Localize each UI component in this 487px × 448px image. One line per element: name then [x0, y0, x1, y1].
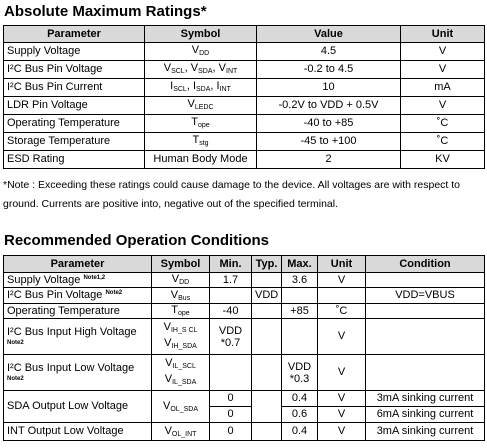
col-header-parameter: Parameter	[4, 256, 152, 273]
param-cell: I²C Bus Pin Voltage	[4, 61, 145, 79]
typ-cell	[252, 304, 282, 319]
symbol-cell: $V_{Bus}$	[152, 288, 210, 304]
condition-cell	[366, 319, 485, 355]
col-header-unit: Unit	[401, 26, 485, 43]
min-cell: 0	[210, 391, 252, 407]
param-cell: LDR Pin Voltage	[4, 97, 145, 115]
table-row	[4, 391, 485, 407]
table-row	[4, 288, 485, 304]
typ-cell: VDD	[252, 288, 282, 304]
absolute-max-table	[3, 25, 485, 169]
max-cell: 0.4	[282, 423, 318, 441]
footnote-line-2: ground. Currents are positive into, negative out of the specified terminal.	[3, 198, 339, 210]
max-cell	[282, 288, 318, 304]
table-row	[4, 273, 485, 288]
col-header-typ: Typ.	[252, 256, 282, 273]
param-cell: SDA Output Low Voltage	[4, 391, 152, 423]
footnote-line-1: *Note : Exceeding these ratings could cause damage to the device. All voltages are with respect to	[3, 179, 461, 191]
typ-cell	[252, 391, 282, 423]
value-cell: -0.2 to 4.5	[257, 61, 401, 79]
col-header-min: Min.	[210, 256, 252, 273]
symbol-cell: $V_{DD}$	[145, 43, 257, 61]
unit-cell: V	[318, 407, 366, 423]
symbol-cell: $T_{ope}$	[145, 115, 257, 133]
unit-cell: V	[401, 43, 485, 61]
value-cell: 4.5	[257, 43, 401, 61]
col-header-max: Max.	[282, 256, 318, 273]
condition-cell: 6mA sinking current	[366, 407, 485, 423]
table-row	[4, 97, 485, 115]
symbol-cell: $T_{stg}$	[145, 133, 257, 151]
param-cell: INT Output Low Voltage	[4, 423, 152, 441]
param-cell: Supply Voltage $^{Note1,2}$	[4, 273, 152, 288]
param-cell: ESD Rating	[4, 151, 145, 169]
typ-cell	[252, 423, 282, 441]
symbol-cell: $V_{OL\_SDA}$	[152, 391, 210, 423]
table-row	[4, 61, 485, 79]
condition-cell: 3mA sinking current	[366, 423, 485, 441]
unit-cell: mA	[401, 79, 485, 97]
condition-cell	[366, 355, 485, 391]
unit-cell: V	[401, 61, 485, 79]
col-header-symbol: Symbol	[145, 26, 257, 43]
param-cell: I²C Bus Input Low Voltage Note2	[4, 355, 152, 391]
section-title-absolute-max: Absolute Maximum Ratings*	[4, 3, 207, 20]
min-cell: 0	[210, 423, 252, 441]
col-header-unit: Unit	[318, 256, 366, 273]
unit-cell	[318, 288, 366, 304]
condition-cell	[366, 273, 485, 288]
value-cell: -45 to +100	[257, 133, 401, 151]
param-cell: Operating Temperature	[4, 304, 152, 319]
symbol-cell: $V_{LEDC}$	[145, 97, 257, 115]
max-cell: 0.6	[282, 407, 318, 423]
condition-cell: VDD=VBUS	[366, 288, 485, 304]
unit-cell: ˚C	[401, 133, 485, 151]
table-row	[4, 115, 485, 133]
table-row	[4, 355, 485, 391]
value-cell: -40 to +85	[257, 115, 401, 133]
unit-cell: V	[401, 97, 485, 115]
min-cell	[210, 355, 252, 391]
symbol-cell: Human Body Mode	[145, 151, 257, 169]
param-cell: I²C Bus Pin Voltage $^{Note2}$	[4, 288, 152, 304]
table-header-row	[4, 256, 485, 273]
param-cell: Operating Temperature	[4, 115, 145, 133]
table-row	[4, 319, 485, 355]
max-cell: VDD *0.3	[282, 355, 318, 391]
table-row	[4, 151, 485, 169]
max-cell	[282, 319, 318, 355]
typ-cell	[252, 355, 282, 391]
symbol-cell: $V_{DD}$	[152, 273, 210, 288]
col-header-condition: Condition	[366, 256, 485, 273]
param-cell: Supply Voltage	[4, 43, 145, 61]
symbol-cell: $V_{SCL}$, $V_{SDA}$, $V_{INT}$	[145, 61, 257, 79]
min-cell: 1.7	[210, 273, 252, 288]
section-title-recommended: Recommended Operation Conditions	[4, 232, 270, 249]
table-row	[4, 133, 485, 151]
table-row	[4, 79, 485, 97]
unit-cell: ˚C	[401, 115, 485, 133]
typ-cell	[252, 319, 282, 355]
max-cell: +85	[282, 304, 318, 319]
value-cell: 10	[257, 79, 401, 97]
max-cell: 0.4	[282, 391, 318, 407]
unit-cell: V	[318, 273, 366, 288]
unit-cell: V	[318, 423, 366, 441]
table-header-row	[4, 26, 485, 43]
symbol-cell: $I_{SCL}$, $I_{SDA}$, $I_{INT}$	[145, 79, 257, 97]
symbol-cell: $V_{IH\_S CL}$ $V_{IH\_SDA}$	[152, 319, 210, 355]
col-header-value: Value	[257, 26, 401, 43]
min-cell	[210, 288, 252, 304]
unit-cell: V	[318, 319, 366, 355]
condition-cell: 3mA sinking current	[366, 391, 485, 407]
table-row	[4, 43, 485, 61]
max-cell: 3.6	[282, 273, 318, 288]
value-cell: -0.2V to VDD + 0.5V	[257, 97, 401, 115]
condition-cell	[366, 304, 485, 319]
unit-cell: V	[318, 355, 366, 391]
unit-cell: KV	[401, 151, 485, 169]
symbol-cell: $V_{IL\_SCL}$ $V_{IL\_SDA}$	[152, 355, 210, 391]
col-header-symbol: Symbol	[152, 256, 210, 273]
ratings-footnote	[3, 176, 485, 214]
min-cell: 0	[210, 407, 252, 423]
recommended-conditions-table	[3, 255, 485, 441]
symbol-cell: $T_{ope}$	[152, 304, 210, 319]
value-cell: 2	[257, 151, 401, 169]
table-row	[4, 304, 485, 319]
param-cell: I²C Bus Pin Current	[4, 79, 145, 97]
min-cell: VDD *0.7	[210, 319, 252, 355]
typ-cell	[252, 273, 282, 288]
unit-cell: ˚C	[318, 304, 366, 319]
param-cell: Storage Temperature	[4, 133, 145, 151]
table-row	[4, 423, 485, 441]
col-header-parameter: Parameter	[4, 26, 145, 43]
min-cell: -40	[210, 304, 252, 319]
symbol-cell: $V_{OL\_INT}$	[152, 423, 210, 441]
unit-cell: V	[318, 391, 366, 407]
param-cell: I²C Bus Input High Voltage Note2	[4, 319, 152, 355]
